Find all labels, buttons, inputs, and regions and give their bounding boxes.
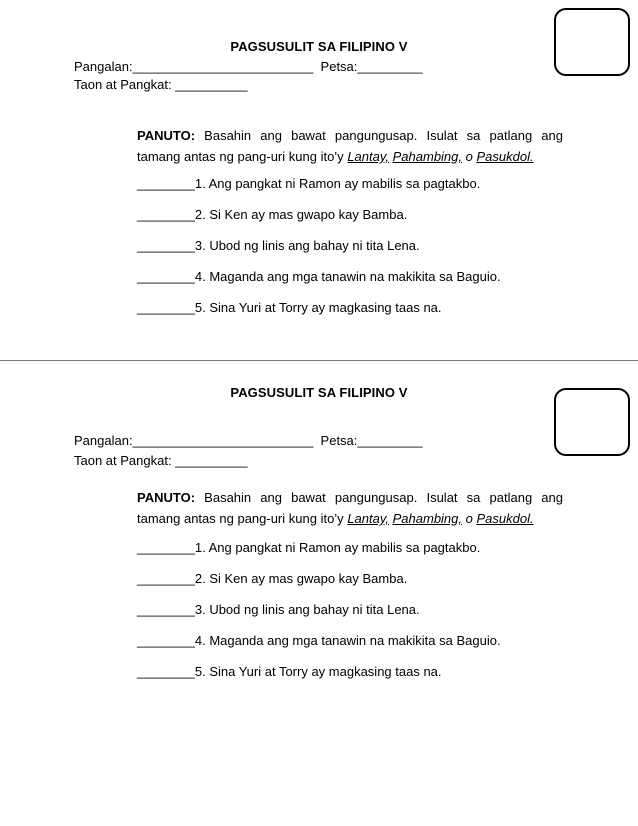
question-item	[137, 602, 501, 633]
quiz-title: PAGSUSULIT SA FILIPINO V	[230, 385, 408, 400]
question-number: 4.	[194, 633, 206, 648]
question-text: Maganda ang mga tanawin na makikita sa Baguio.	[209, 633, 501, 648]
option-separator: o	[462, 511, 477, 526]
name-date-line	[74, 59, 422, 74]
question-text: Maganda ang mga tanawin na makikita sa Baguio.	[209, 269, 501, 284]
question-text: Si Ken ay mas gwapo kay Bamba.	[209, 207, 408, 222]
date-blank: _________	[357, 59, 423, 74]
question-text: Ubod ng linis ang bahay ni tita Lena.	[209, 602, 420, 617]
answer-blank: ________	[137, 602, 195, 617]
answer-blank: ________	[137, 238, 195, 253]
question-item	[137, 300, 501, 331]
question-text: Ang pangkat ni Ramon ay mabilis sa pagtakbo.	[208, 176, 481, 191]
question-number: 2.	[194, 571, 206, 586]
option-pahambing: Pahambing,	[392, 511, 463, 526]
option-pasukdol: Pasukdol.	[476, 511, 534, 526]
quiz-sheet-top	[0, 0, 638, 360]
name-label: Pangalan:	[74, 59, 133, 74]
question-number: 3.	[194, 238, 206, 253]
option-separator: o	[462, 149, 477, 164]
question-item	[137, 207, 501, 238]
name-blank: _________________________	[132, 433, 314, 448]
instruction	[137, 125, 563, 167]
question-item	[137, 664, 501, 695]
option-lantay: Lantay,	[347, 149, 389, 164]
grade-section-line	[74, 453, 248, 468]
question-item	[137, 238, 501, 269]
instruction-label: PANUTO:	[137, 490, 196, 505]
question-item	[137, 176, 501, 207]
answer-blank: ________	[137, 176, 195, 191]
question-list	[137, 176, 501, 331]
date-blank: _________	[357, 433, 423, 448]
grade-label: Taon at Pangkat:	[74, 453, 176, 468]
instruction-label: PANUTO:	[137, 128, 196, 143]
question-number: 1.	[194, 540, 206, 555]
answer-blank: ________	[137, 540, 195, 555]
answer-blank: ________	[137, 664, 195, 679]
question-text: Si Ken ay mas gwapo kay Bamba.	[209, 571, 408, 586]
instruction-text: Basahin ang bawat pangungusap. Isulat sa patlang ang tamang antas ng pang-uri kung ito’y	[137, 490, 563, 526]
grade-blank: __________	[175, 77, 248, 92]
date-label: Petsa:	[320, 59, 358, 74]
option-pahambing: Pahambing,	[392, 149, 463, 164]
question-text: Ang pangkat ni Ramon ay mabilis sa pagtakbo.	[208, 540, 481, 555]
question-item	[137, 540, 501, 571]
instruction	[137, 487, 563, 529]
answer-blank: ________	[137, 207, 195, 222]
date-label: Petsa:	[320, 433, 358, 448]
quiz-sheet-bottom	[0, 366, 638, 726]
question-list	[137, 540, 501, 695]
question-text: Sina Yuri at Torry ay magkasing taas na.	[209, 300, 442, 315]
answer-blank: ________	[137, 300, 195, 315]
name-date-line	[74, 433, 422, 448]
question-number: 5.	[194, 664, 206, 679]
question-item	[137, 571, 501, 602]
name-blank: _________________________	[132, 59, 314, 74]
question-item	[137, 633, 501, 664]
question-text: Ubod ng linis ang bahay ni tita Lena.	[209, 238, 420, 253]
question-item	[137, 269, 501, 300]
question-text: Sina Yuri at Torry ay magkasing taas na.	[209, 664, 442, 679]
cut-divider	[0, 360, 638, 361]
instruction-text: Basahin ang bawat pangungusap. Isulat sa patlang ang tamang antas ng pang-uri kung ito’y	[137, 128, 563, 164]
answer-blank: ________	[137, 633, 195, 648]
question-number: 4.	[194, 269, 206, 284]
grade-section-line	[74, 77, 248, 92]
quiz-title: PAGSUSULIT SA FILIPINO V	[230, 39, 408, 54]
grade-blank: __________	[175, 453, 248, 468]
answer-blank: ________	[137, 571, 195, 586]
grade-label: Taon at Pangkat:	[74, 77, 176, 92]
option-pasukdol: Pasukdol.	[476, 149, 534, 164]
question-number: 5.	[194, 300, 206, 315]
question-number: 3.	[194, 602, 206, 617]
name-label: Pangalan:	[74, 433, 133, 448]
question-number: 1.	[194, 176, 206, 191]
question-number: 2.	[194, 207, 206, 222]
option-lantay: Lantay,	[347, 511, 389, 526]
answer-blank: ________	[137, 269, 195, 284]
